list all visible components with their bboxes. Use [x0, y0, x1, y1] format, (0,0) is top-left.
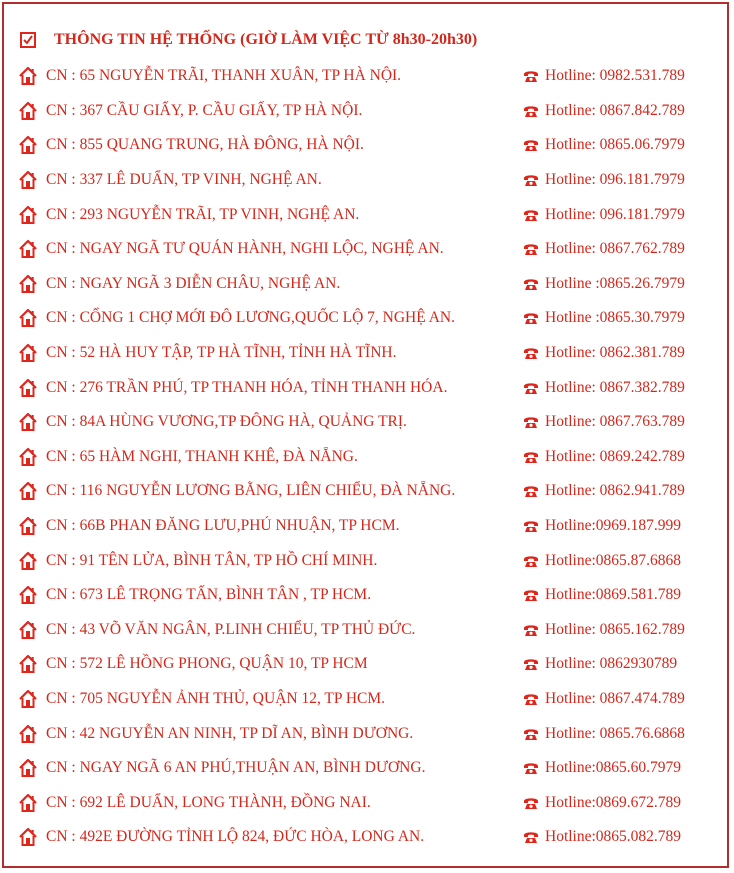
telephone-icon — [523, 137, 539, 153]
hotline[interactable] — [523, 509, 681, 544]
checkbox-checked-icon — [20, 32, 36, 48]
branch-row — [18, 370, 728, 405]
hotline[interactable] — [523, 751, 681, 786]
branch-address: CN : 43 VÕ VĂN NGÂN, P.LINH CHIỂU, TP THỦ ĐỨC. — [46, 620, 416, 638]
house-icon — [18, 274, 38, 294]
hotline[interactable] — [523, 59, 685, 94]
house-icon — [18, 481, 38, 501]
panel-header — [20, 28, 477, 52]
hotline[interactable] — [523, 474, 685, 509]
branch-address: CN : 692 LÊ DUẨN, LONG THÀNH, ĐỒNG NAI. — [46, 793, 371, 811]
hotline-number[interactable]: Hotline: 0867.842.789 — [545, 101, 685, 119]
branch-row — [18, 578, 728, 613]
hotline-number[interactable]: Hotline: 0865.06.7979 — [545, 136, 685, 154]
house-icon — [18, 551, 38, 571]
house-icon — [18, 101, 38, 121]
branch-row — [18, 509, 728, 544]
telephone-icon — [523, 726, 539, 742]
branch-address: CN : CỔNG 1 CHỢ MỚI ĐÔ LƯƠNG,QUỐC LỘ 7, NGHỆ AN. — [46, 309, 455, 327]
branch-row — [18, 647, 728, 682]
branch-address: CN : 276 TRẦN PHÚ, TP THANH HÓA, TỈNH THANH HÓA. — [46, 378, 448, 396]
house-icon — [18, 378, 38, 398]
branch-row — [18, 785, 728, 820]
branch-address: CN : 66B PHAN ĐĂNG LƯU,PHÚ NHUẬN, TP HCM. — [46, 517, 400, 535]
hotline[interactable] — [523, 440, 685, 475]
house-icon — [18, 827, 38, 847]
house-icon — [18, 170, 38, 190]
hotline-number[interactable]: Hotline: 0862.381.789 — [545, 344, 685, 362]
branch-address: CN : 65 HÀM NGHI, THANH KHÊ, ĐÀ NẴNG. — [46, 447, 358, 465]
branch-row — [18, 716, 728, 751]
hotline[interactable] — [523, 128, 685, 163]
branch-row — [18, 267, 728, 302]
house-icon — [18, 343, 38, 363]
hotline-number[interactable]: Hotline: 0867.474.789 — [545, 689, 685, 707]
telephone-icon — [523, 172, 539, 188]
hotline-number[interactable]: Hotline: 0867.762.789 — [545, 240, 685, 258]
telephone-icon — [523, 483, 539, 499]
house-icon — [18, 135, 38, 155]
branch-address: CN : 91 TÊN LỬA, BÌNH TÂN, TP HỒ CHÍ MINH. — [46, 551, 378, 569]
hotline[interactable] — [523, 405, 685, 440]
telephone-icon — [523, 414, 539, 430]
branch-row — [18, 440, 728, 475]
branch-row — [18, 405, 728, 440]
branch-address: CN : 52 HÀ HUY TẬP, TP HÀ TĨNH, TỈNH HÀ TĨNH. — [46, 344, 397, 362]
branch-address: CN : 116 NGUYỄN LƯƠNG BẰNG, LIÊN CHIỂU, ĐÀ NẴNG. — [46, 482, 456, 500]
telephone-icon — [523, 276, 539, 292]
house-icon — [18, 66, 38, 86]
telephone-icon — [523, 345, 539, 361]
hotline-number[interactable]: Hotline:0969.187.999 — [545, 517, 682, 535]
branch-row — [18, 197, 728, 232]
hotline-number[interactable]: Hotline: 0867.382.789 — [545, 378, 685, 396]
house-icon — [18, 689, 38, 709]
branch-address: CN : 65 NGUYỄN TRÃI, THANH XUÂN, TP HÀ NỘI. — [46, 67, 402, 85]
telephone-icon — [523, 691, 539, 707]
branch-address: CN : NGAY NGÃ TƯ QUÁN HÀNH, NGHI LỘC, NGHỆ AN. — [46, 240, 444, 258]
branch-row — [18, 94, 728, 129]
branch-row — [18, 751, 728, 786]
hotline-number[interactable]: Hotline: 0862930789 — [545, 655, 678, 673]
panel-title: THÔNG TIN HỆ THỐNG (GIỜ LÀM VIỆC TỪ 8h30-20h30) — [54, 31, 478, 48]
hotline[interactable] — [523, 578, 681, 613]
telephone-icon — [523, 795, 539, 811]
house-icon — [18, 620, 38, 640]
hotline-number[interactable]: Hotline: 096.181.7979 — [545, 205, 685, 223]
branch-row — [18, 820, 728, 855]
hotline-number[interactable]: Hotline: 0862.941.789 — [545, 482, 685, 500]
branch-address: CN : 367 CẦU GIẤY, P. CẦU GIẤY, TP HÀ NỘI. — [46, 101, 363, 119]
house-icon — [18, 447, 38, 467]
hotline[interactable] — [523, 232, 685, 267]
hotline[interactable] — [523, 163, 685, 198]
house-icon — [18, 239, 38, 259]
hotline[interactable] — [523, 267, 685, 302]
branch-address: CN : 293 NGUYỄN TRÃI, TP VINH, NGHỆ AN. — [46, 205, 360, 223]
hotline-number[interactable]: Hotline: 0867.763.789 — [545, 413, 685, 431]
hotline-number[interactable]: Hotline: 0982.531.789 — [545, 67, 685, 85]
branch-row — [18, 128, 728, 163]
branch-address: CN : 42 NGUYỄN AN NINH, TP DĨ AN, BÌNH DƯƠNG. — [46, 724, 414, 742]
hotline[interactable] — [523, 336, 685, 371]
hotline-number[interactable]: Hotline:0865.87.6868 — [545, 551, 682, 569]
house-icon — [18, 654, 38, 674]
branch-address: CN : 84A HÙNG VƯƠNG,TP ĐÔNG HÀ, QUẢNG TRỊ. — [46, 413, 407, 431]
hotline[interactable] — [523, 543, 681, 578]
telephone-icon — [523, 380, 539, 396]
telephone-icon — [523, 829, 539, 845]
branch-address: CN : 572 LÊ HỒNG PHONG, QUẬN 10, TP HCM — [46, 655, 368, 673]
house-icon — [18, 308, 38, 328]
hotline-number[interactable]: Hotline:0869.581.789 — [545, 586, 682, 604]
branch-row — [18, 336, 728, 371]
hotline-number[interactable]: Hotline: 0865.162.789 — [545, 620, 685, 638]
hotline[interactable] — [523, 613, 685, 648]
branch-row — [18, 474, 728, 509]
branch-row — [18, 613, 728, 648]
branch-address: CN : 492E ĐƯỜNG TỈNH LỘ 824, ĐỨC HÒA, LONG AN. — [46, 828, 425, 846]
house-icon — [18, 205, 38, 225]
telephone-icon — [523, 518, 539, 534]
telephone-icon — [523, 622, 539, 638]
house-icon — [18, 516, 38, 536]
hotline[interactable] — [523, 682, 685, 717]
branch-address: CN : 855 QUANG TRUNG, HÀ ĐÔNG, HÀ NỘI. — [46, 136, 364, 154]
branch-address: CN : 705 NGUYỄN ẢNH THỦ, QUẬN 12, TP HCM. — [46, 689, 386, 707]
hotline[interactable] — [523, 370, 685, 405]
house-icon — [18, 793, 38, 813]
hotline[interactable] — [523, 716, 685, 751]
hotline-number[interactable]: Hotline:0869.672.789 — [545, 793, 682, 811]
branch-address: CN : 673 LÊ TRỌNG TẤN, BÌNH TÂN , TP HCM. — [46, 586, 372, 604]
hotline[interactable] — [523, 820, 681, 855]
house-icon — [18, 412, 38, 432]
house-icon — [18, 758, 38, 778]
branch-row — [18, 682, 728, 717]
hotline[interactable] — [523, 301, 685, 336]
branch-row — [18, 232, 728, 267]
branch-row — [18, 59, 728, 94]
hotline-number[interactable]: Hotline :0865.26.7979 — [545, 274, 685, 292]
telephone-icon — [523, 553, 539, 569]
branch-row — [18, 301, 728, 336]
hotline[interactable] — [523, 94, 685, 129]
store-info-panel — [2, 2, 729, 868]
telephone-icon — [523, 760, 539, 776]
branch-row — [18, 543, 728, 578]
house-icon — [18, 585, 38, 605]
hotline-number[interactable]: Hotline :0865.30.7979 — [545, 309, 685, 327]
telephone-icon — [523, 449, 539, 465]
telephone-icon — [523, 241, 539, 257]
branch-row — [18, 163, 728, 198]
hotline[interactable] — [523, 197, 685, 232]
hotline-number[interactable]: Hotline:0865.60.7979 — [545, 759, 682, 777]
branch-list — [18, 59, 728, 855]
telephone-icon — [523, 310, 539, 326]
hotline-number[interactable]: Hotline:0865.082.789 — [545, 828, 682, 846]
hotline[interactable] — [523, 785, 681, 820]
telephone-icon — [523, 103, 539, 119]
house-icon — [18, 724, 38, 744]
branch-address: CN : NGAY NGÃ 6 AN PHÚ,THUẬN AN, BÌNH DƯƠNG. — [46, 759, 426, 777]
hotline[interactable] — [523, 647, 677, 682]
hotline-number[interactable]: Hotline: 0865.76.6868 — [545, 724, 685, 742]
branch-address: CN : NGAY NGÃ 3 DIỄN CHÂU, NGHỆ AN. — [46, 274, 341, 292]
telephone-icon — [523, 587, 539, 603]
telephone-icon — [523, 207, 539, 223]
hotline-number[interactable]: Hotline: 0869.242.789 — [545, 447, 685, 465]
hotline-number[interactable]: Hotline: 096.181.7979 — [545, 171, 685, 189]
telephone-icon — [523, 656, 539, 672]
branch-address: CN : 337 LÊ DUẨN, TP VINH, NGHỆ AN. — [46, 171, 322, 189]
telephone-icon — [523, 68, 539, 84]
